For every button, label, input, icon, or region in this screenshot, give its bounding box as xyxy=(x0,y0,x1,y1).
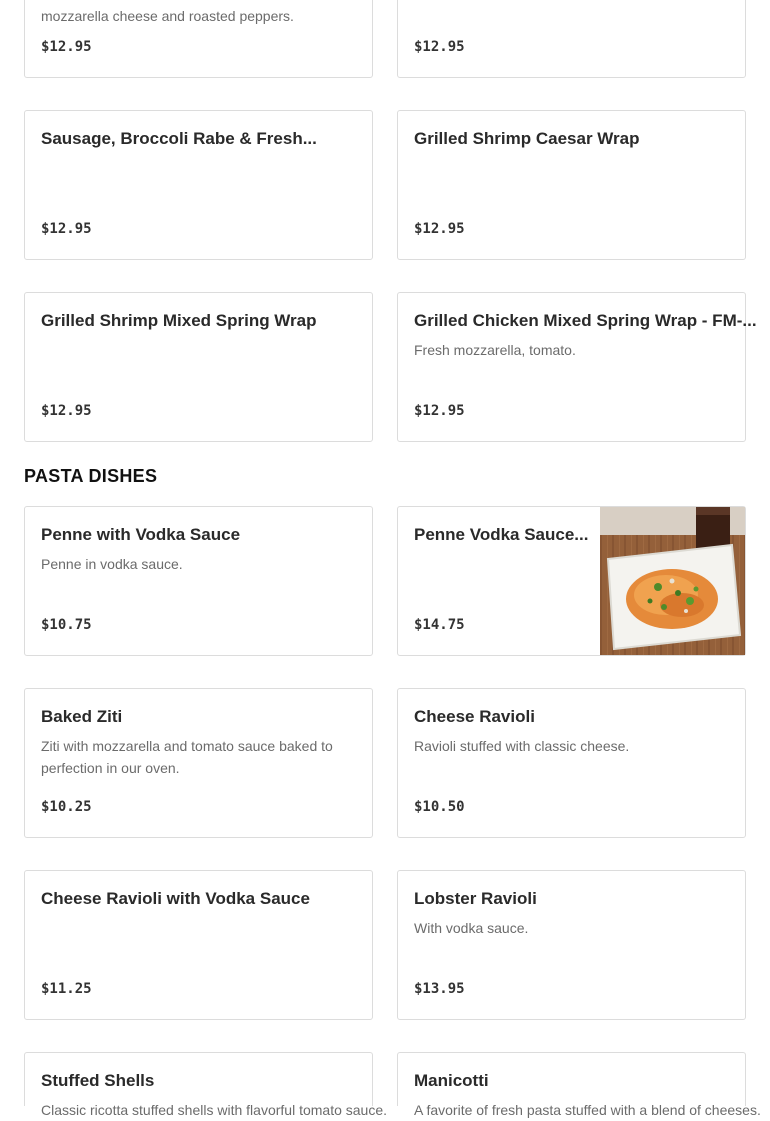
item-price: $13.95 xyxy=(414,981,465,997)
item-description: Ravioli stuffed with classic cheese. xyxy=(414,738,630,754)
item-title: Penne Vodka Sauce... xyxy=(414,525,589,544)
menu-item-card[interactable] xyxy=(24,110,373,260)
item-price: $10.25 xyxy=(41,799,92,815)
item-price: $12.95 xyxy=(41,221,92,237)
item-description: Ziti with mozzarella and tomato sauce baked to perfection in our oven. xyxy=(41,738,333,776)
item-price: $11.25 xyxy=(41,981,92,997)
item-price: $14.75 xyxy=(414,617,465,633)
menu-item-card[interactable] xyxy=(24,870,373,1020)
item-description: With vodka sauce. xyxy=(414,920,529,936)
menu-item-card[interactable] xyxy=(397,0,746,78)
menu-item-card[interactable] xyxy=(397,688,746,838)
item-description: Fresh mozzarella, tomato. xyxy=(414,342,576,358)
item-title: Cheese Ravioli with Vodka Sauce xyxy=(41,889,310,908)
menu-item-card[interactable] xyxy=(24,506,373,656)
menu-item-card[interactable] xyxy=(24,292,373,442)
menu-item-card[interactable] xyxy=(397,1052,761,1118)
item-title: Lobster Ravioli xyxy=(414,889,537,908)
menu-item-card[interactable] xyxy=(24,1052,388,1118)
menu-item-card[interactable] xyxy=(397,292,757,442)
menu-item-card[interactable] xyxy=(397,506,746,656)
menu-item-card[interactable] xyxy=(397,870,746,1020)
item-description: mozzarella cheese and roasted peppers. xyxy=(41,8,294,24)
item-description: Penne in vodka sauce. xyxy=(41,556,183,572)
item-price: $12.95 xyxy=(414,221,465,237)
item-price: $12.95 xyxy=(41,39,92,55)
menu-item-card[interactable] xyxy=(24,0,373,78)
item-price: $12.95 xyxy=(414,403,465,419)
item-description: Classic ricotta stuffed shells with flavorful tomato sauce. xyxy=(41,1102,388,1118)
item-title: Penne with Vodka Sauce xyxy=(41,525,241,544)
item-title: Stuffed Shells xyxy=(41,1071,155,1090)
section-heading: PASTA DISHES xyxy=(24,466,158,486)
item-title: Cheese Ravioli xyxy=(414,707,535,726)
item-price: $10.75 xyxy=(41,617,92,633)
menu-item-card[interactable] xyxy=(24,688,373,838)
item-title: Grilled Shrimp Caesar Wrap xyxy=(414,129,640,148)
item-title: Grilled Chicken Mixed Spring Wrap - FM-... xyxy=(414,311,757,330)
item-price: $12.95 xyxy=(41,403,92,419)
menu-item-card[interactable] xyxy=(397,110,746,260)
food-photo xyxy=(600,507,745,655)
item-description: A favorite of fresh pasta stuffed with a blend of cheeses. xyxy=(414,1102,761,1118)
item-title: Manicotti xyxy=(414,1071,489,1090)
item-price: $12.95 xyxy=(414,39,465,55)
item-title: Grilled Shrimp Mixed Spring Wrap xyxy=(41,311,317,330)
item-title: Baked Ziti xyxy=(41,707,123,726)
item-title: Sausage, Broccoli Rabe & Fresh... xyxy=(41,129,317,148)
item-price: $10.50 xyxy=(414,799,465,815)
